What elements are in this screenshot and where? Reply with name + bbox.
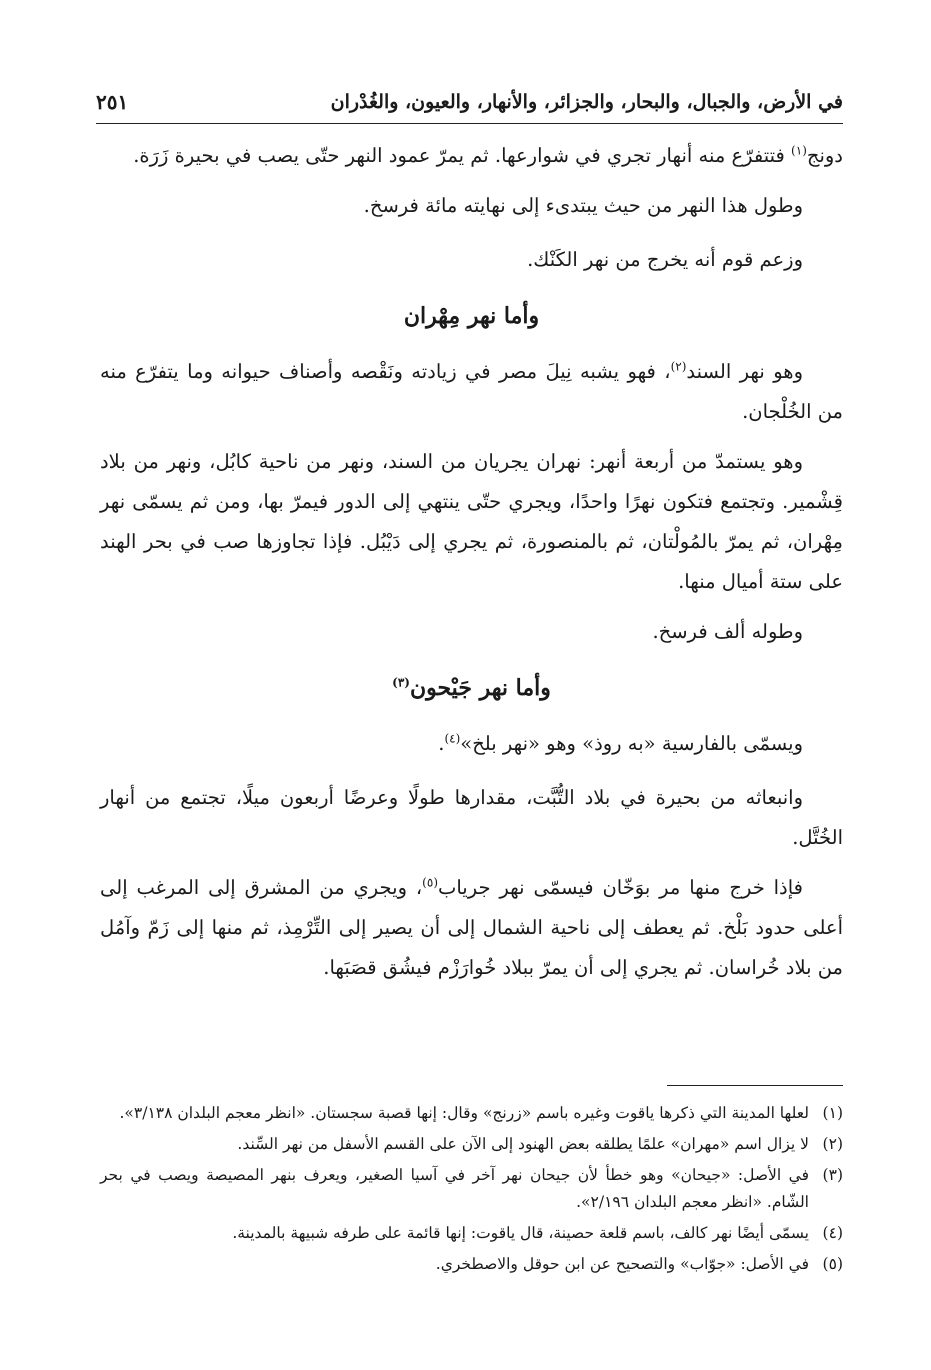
paragraph-6: وطوله ألف فرسخ.: [652, 620, 803, 643]
footnote-text: يسمّى أيضًا نهر كالف، باسم قلعة حصينة، قال ياقوت: إنها قائمة على طرفه شبيهة بالمدينة.: [232, 1224, 809, 1242]
footnote-3: [100, 1162, 843, 1216]
page-number: ٢٥١: [96, 90, 129, 114]
paragraph-7-end: .: [438, 732, 445, 755]
footnote-number: (٤): [822, 1224, 843, 1242]
paragraph-9: [100, 868, 843, 988]
paragraph-4-end: ، فهو يشبه نِيلَ مصر في زيادته ونَقْصه وأصناف حيوانه وما يتفرّع منه من الخُلْجان.: [100, 360, 843, 423]
footnote-ref-4: (٤): [444, 731, 461, 746]
footnote-number: (١): [822, 1104, 843, 1122]
paragraph-4: [100, 352, 843, 432]
paragraph-1-start: دونج: [806, 144, 843, 167]
footnote-ref-2: (٢): [670, 359, 687, 374]
header-rule: [96, 123, 843, 124]
paragraph-3: وزعم قوم أنه يخرج من نهر الكَنْك.: [527, 248, 803, 271]
paragraph-5: وهو يستمدّ من أربعة أنهر: نهران يجريان من السند، ونهر من ناحية كابُل، ونهر من بلاد قِشْمير. وتجتمع فتكون نهرًا واحدًا، ويجري حتّى ينتهي إلى الدور فيمرّ بها، ومن ثم يسمّى نهر مِهْران، ثم يمرّ بالمُولْتان، ثم بالمنصورة، ثم يجري إلى دَيْبُل. فإذا تجاوزها صب في بحر الهند على ستة أميال منها.: [100, 450, 843, 593]
page-body: [100, 136, 843, 998]
paragraph-9-end: ، ويجري من المشرق إلى المرغب إلى أعلى حدود بَلْخ. ثم يعطف إلى ناحية الشمال إلى أن يصير إلى التِّرْمِذ، ثم منها إلى زَمّ وآمُل من بلاد خُراسان. ثم يجري إلى أن يمرّ ببلاد خُوارَزْم فيشُق قصَبَها.: [100, 876, 843, 979]
footnotes: [100, 1100, 843, 1282]
footnote-ref-3: (٣): [392, 675, 410, 690]
footnote-text: في الأصل: «جيحان» وهو خطأ لأن جيحان نهر آخر في آسيا الصغير، ويعرف بنهر المصيصة ويصب في بحر الشّام. «انظر معجم البلدان ٢/١٩٦».: [100, 1166, 809, 1211]
footnote-1: [100, 1100, 843, 1127]
footnote-2: [100, 1131, 843, 1158]
paragraph-7: [100, 724, 843, 764]
footnote-number: (٥): [822, 1255, 843, 1273]
footnote-ref-5: (٥): [422, 875, 438, 890]
paragraph-9-start: فإذا خرج منها مر بوَخّان فيسمّى نهر جرياب: [438, 876, 804, 899]
paragraph-1-end: فتتفرّع منه أنهار تجري في شوارعها. ثم يمرّ عمود النهر حتّى يصب في بحيرة زَرَة.: [133, 144, 792, 167]
paragraph-2: وطول هذا النهر من حيث يبتدىء إلى نهايته مائة فرسخ.: [363, 194, 803, 217]
section-heading-mihran: وأما نهر مِهْران: [403, 303, 540, 329]
footnote-4: [100, 1220, 843, 1247]
footnote-text: في الأصل: «جوّاب» والتصحيح عن ابن حوقل والاصطخري.: [435, 1255, 809, 1273]
footnote-ref-1: (١): [791, 143, 807, 158]
footnote-number: (٣): [822, 1166, 843, 1184]
footnote-number: (٢): [822, 1135, 843, 1153]
section-heading-jayhun-text: وأما نهر جَيْحون: [409, 675, 551, 701]
paragraph-8: وانبعاثه من بحيرة في بلاد التُّبَّت، مقدارها طولًا وعرضًا أربعون ميلًا، تجتمع من أنهار الخُتَّل.: [100, 786, 843, 849]
paragraph-7-start: ويسمّى بالفارسية «به روذ» وهو «نهر بلخ»: [460, 732, 803, 755]
footnote-text: لا يزال اسم «مهران» علمًا يطلقه بعض الهنود إلى الآن على القسم الأسفل من نهر السِّند.: [237, 1135, 809, 1153]
footnote-separator: [667, 1085, 843, 1086]
page-header: [96, 84, 843, 120]
paragraph-4-start: وهو نهر السند: [686, 360, 803, 383]
running-head: في الأرض، والجبال، والبحار، والجزائر، والأنهار، والعيون، والغُدْران: [330, 91, 843, 113]
footnote-text: لعلها المدينة التي ذكرها ياقوت وغيره باسم «زرنج» وقال: إنها قصبة سجستان. «انظر معجم البلدان ٣/١٣٨».: [119, 1104, 809, 1122]
section-heading-jayhun: [100, 666, 843, 710]
paragraph-1: [100, 136, 843, 176]
footnote-5: [100, 1251, 843, 1278]
